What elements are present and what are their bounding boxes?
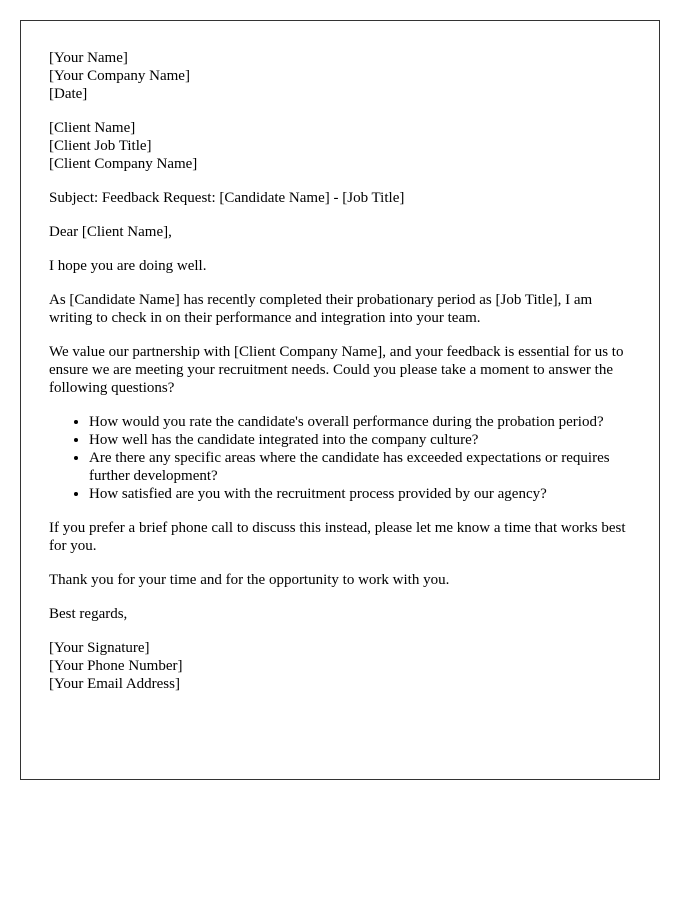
- sender-name: [Your Name]: [49, 50, 128, 66]
- request-paragraph: We value our partnership with [Client Company Name], and your feedback is essential for us to ensure we are meeting your recruitment needs. Could you please take a moment to answer the following questions?: [49, 344, 624, 396]
- signature-phone: [Your Phone Number]: [49, 658, 183, 674]
- subject-line: Subject: Feedback Request: [Candidate Name] - [Job Title]: [49, 190, 405, 206]
- sender-block: [49, 49, 631, 103]
- signature: [Your Signature]: [49, 640, 150, 656]
- closing: Best regards,: [49, 606, 128, 622]
- question-item: • Are there any specific areas where the candidate has exceeded expectations or requires further development?: [89, 449, 631, 485]
- recipient-job-title: [Client Job Title]: [49, 138, 152, 154]
- question-list: [49, 413, 631, 503]
- question-item: • How would you rate the candidate's overall performance during the probation period?: [89, 413, 631, 431]
- opening-paragraph: I hope you are doing well.: [49, 258, 207, 274]
- letter-date: [Date]: [49, 86, 88, 102]
- question-item: • How well has the candidate integrated into the company culture?: [89, 431, 631, 449]
- signature-email: [Your Email Address]: [49, 676, 180, 692]
- letter-page: [20, 20, 660, 780]
- recipient-name: [Client Name]: [49, 120, 136, 136]
- recipient-company: [Client Company Name]: [49, 156, 198, 172]
- signature-block: [49, 639, 631, 693]
- question-item: • How satisfied are you with the recruitment process provided by our agency?: [89, 485, 631, 503]
- salutation: Dear [Client Name],: [49, 224, 172, 240]
- thanks-paragraph: Thank you for your time and for the opportunity to work with you.: [49, 572, 450, 588]
- context-paragraph: As [Candidate Name] has recently completed their probationary period as [Job Title], I am writing to check in on their performance and integration into your team.: [49, 292, 593, 326]
- recipient-block: [49, 119, 631, 173]
- sender-company: [Your Company Name]: [49, 68, 190, 84]
- phone-call-paragraph: If you prefer a brief phone call to discuss this instead, please let me know a time that works best for you.: [49, 520, 626, 554]
